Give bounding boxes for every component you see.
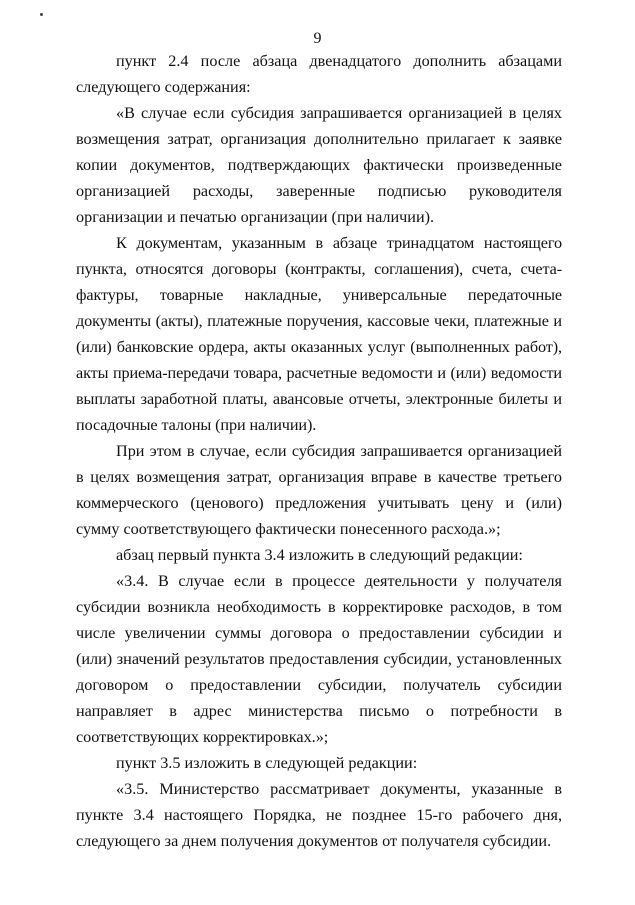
page-number: 9	[313, 30, 322, 47]
paragraph: «3.5. Министерство рассматривает документы, указанные в пункте 3.4 настоящего Порядка, не позднее 15-го рабочего дня, следующего за днем получения документов от получателя субсидии.	[76, 780, 562, 850]
paragraph: пункт 3.5 изложить в следующей редакции:	[116, 754, 418, 772]
paragraph: абзац первый пункта 3.4 изложить в следующий редакции:	[116, 546, 523, 564]
paragraph: «В случае если субсидия запрашивается организацией в целях возмещения затрат, организация дополнительно прилагает к заявке копии документов, подтверждающих фактически произведенные организацией расходы, заверенные подписью руководителя организации и печатью организации (при наличии).	[76, 104, 562, 226]
paragraph: При этом в случае, если субсидия запрашивается организацией в целях возмещения затрат, организация вправе в качестве третьего коммерческого (ценового) предложения учитывать цену и (или) сумму соответствующего фактически понесенного расхода.»;	[76, 442, 562, 538]
paragraph: пункт 2.4 после абзаца двенадцатого дополнить абзацами следующего содержания:	[76, 52, 562, 96]
document-body	[76, 48, 562, 854]
paragraph: «3.4. В случае если в процессе деятельности у получателя субсидии возникла необходимость в корректировке расходов, в том числе увеличении суммы договора о предоставлении субсидии и (или) значений результатов предоставления субсидии, установленных договором о предоставлении субсидии, получатель субсидии направляет в адрес министерства письмо о потребности в соответствующих корректировках.»;	[76, 572, 562, 746]
paragraph: К документам, указанным в абзаце тринадцатом настоящего пункта, относятся договоры (контракты, соглашения), счета, счета-фактуры, товарные накладные, универсальные передаточные документы (акты), платежные поручения, кассовые чеки, платежные и (или) банковские ордера, акты оказанных услуг (выполненных работ), акты приема-передачи товара, расчетные ведомости и (или) ведомости выплаты заработной платы, авансовые отчеты, электронные билеты и посадочные талоны (при наличии).	[76, 234, 562, 434]
scan-speck	[40, 13, 43, 16]
